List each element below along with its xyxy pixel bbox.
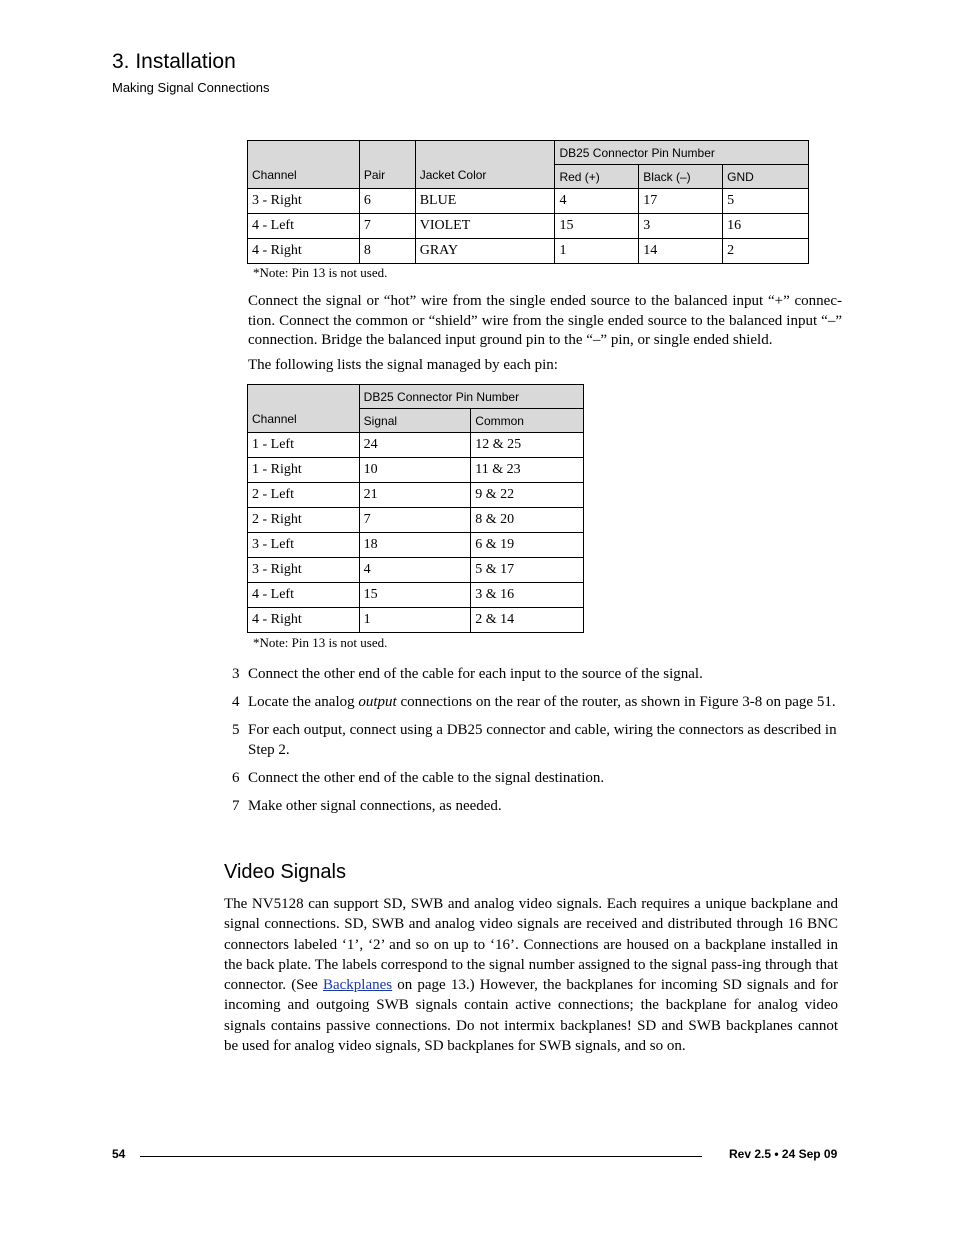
step-number: 5 — [232, 722, 240, 738]
table-row — [248, 558, 584, 583]
table-cell: 1 — [555, 239, 639, 264]
table-cell: 4 - Right — [248, 239, 360, 264]
table-cell: 21 — [359, 483, 471, 508]
table-cell: 15 — [359, 583, 471, 608]
table-row — [248, 508, 584, 533]
column-header-red: Red (+) — [555, 165, 639, 189]
backplanes-link[interactable]: Backplanes — [322, 977, 393, 994]
paragraph-text: on page 13.) However, the backplanes for incoming SD signals and for incoming and outgoing SWB signals contain active connections; the backplane for analog video signals contains passive connections. Do not intermix backplanes! SD and SWB backplanes cannot be used for analog video signals, SD backplanes for SWB signals, and so on. — [224, 977, 838, 1055]
table-cell: 2 - Left — [248, 483, 360, 508]
column-group-header: DB25 Connector Pin Number — [555, 141, 809, 165]
step-text: Connect the other end of the cable to the signal destination. — [248, 770, 605, 786]
list-item — [232, 692, 844, 712]
table-row — [248, 189, 809, 214]
column-header-channel: Channel — [248, 385, 360, 433]
step-list — [232, 664, 844, 824]
table-cell: 8 — [359, 239, 415, 264]
table-cell: 1 - Right — [248, 458, 360, 483]
column-header-gnd: GND — [723, 165, 809, 189]
column-group-header: DB25 Connector Pin Number — [359, 385, 583, 409]
column-header-common: Common — [471, 409, 584, 433]
table-cell: 6 — [359, 189, 415, 214]
step-emphasis: output — [358, 694, 397, 710]
paragraph-hot-wire: Connect the signal or “hot” wire from the single ended source to the balanced input “+” connec-tion. Connect the common or “shield” wire from the single ended source to the balanced input “–” connection. Bridge the balanced input ground pin to the “–” pin, or single ended shield. — [248, 293, 842, 348]
step-text: connections on the rear of the router, as shown in Figure 3-8 on page 51. — [396, 694, 836, 710]
table-cell: 3 — [639, 214, 723, 239]
step-text: For each output, connect using a DB25 connector and cable, wiring the connectors as described in Step 2. — [248, 722, 837, 758]
table-cell: 24 — [359, 433, 471, 458]
step-number: 3 — [232, 666, 240, 682]
table-cell: 2 — [723, 239, 809, 264]
table-row — [248, 214, 809, 239]
table-cell: 4 — [359, 558, 471, 583]
table-cell: 16 — [723, 214, 809, 239]
table-cell: 3 - Left — [248, 533, 360, 558]
table-cell: 6 & 19 — [471, 533, 584, 558]
table-row — [248, 533, 584, 558]
table-cell: 3 - Right — [248, 189, 360, 214]
table-cell: 18 — [359, 533, 471, 558]
table-cell: 7 — [359, 508, 471, 533]
table-cell: 3 & 16 — [471, 583, 584, 608]
step-number: 7 — [232, 798, 240, 814]
table-cell: 17 — [639, 189, 723, 214]
column-header-pair: Pair — [359, 141, 415, 189]
table-cell: 3 - Right — [248, 558, 360, 583]
column-header-jacket-color: Jacket Color — [415, 141, 555, 189]
paragraph-video-signals — [224, 894, 838, 1056]
table-note: *Note: Pin 13 is not used. — [253, 635, 388, 650]
table-cell: 11 & 23 — [471, 458, 584, 483]
table-row — [248, 583, 584, 608]
table-cell: 2 - Right — [248, 508, 360, 533]
table-cell: 7 — [359, 214, 415, 239]
table-note: *Note: Pin 13 is not used. — [253, 265, 388, 280]
list-item — [232, 796, 844, 816]
table-row — [248, 433, 584, 458]
table-cell: 5 — [723, 189, 809, 214]
table-cell: 1 - Left — [248, 433, 360, 458]
table-cell: 15 — [555, 214, 639, 239]
table-row — [248, 608, 584, 633]
table-cell: 14 — [639, 239, 723, 264]
paragraph-list-intro: The following lists the signal managed by each pin: — [248, 357, 558, 373]
step-text: Connect the other end of the cable for each input to the source of the signal. — [248, 666, 703, 682]
table-row — [248, 483, 584, 508]
revision-label: Rev 2.5 • 24 Sep 09 — [729, 1147, 838, 1161]
table-cell: VIOLET — [415, 214, 555, 239]
table-cell: 4 - Left — [248, 214, 360, 239]
table-cell: 8 & 20 — [471, 508, 584, 533]
table-cell: 12 & 25 — [471, 433, 584, 458]
table-cell: 1 — [359, 608, 471, 633]
table-cell: 4 - Right — [248, 608, 360, 633]
list-item — [232, 768, 844, 788]
step-text: Make other signal connections, as needed. — [248, 798, 502, 814]
column-header-black: Black (–) — [639, 165, 723, 189]
step-number: 6 — [232, 770, 240, 786]
column-header-signal: Signal — [359, 409, 471, 433]
step-text: Locate the analog — [248, 694, 359, 710]
table-cell: 9 & 22 — [471, 483, 584, 508]
table-cell: 4 — [555, 189, 639, 214]
list-item — [232, 720, 844, 760]
pin-table-pairs — [247, 140, 809, 264]
table-row — [248, 458, 584, 483]
list-item — [232, 664, 844, 684]
pin-table-signals — [247, 384, 584, 633]
page-number: 54 — [112, 1147, 126, 1161]
paragraph-text: The NV5128 can support SD, SWB and analog video signals. Each requires a unique backplane and signal connections. SD, SWB and analog video signals are received and distributed through 16 BNC connectors labeled ‘1’, ‘2’ and so on up to ‘16’. Connections are housed on a backplane installed in the back plate. The labels correspond to the signal number assigned to the signal pass-ing through that connector. (See — [224, 896, 838, 994]
table-cell: 5 & 17 — [471, 558, 584, 583]
column-header-channel: Channel — [248, 141, 360, 189]
table-cell: 10 — [359, 458, 471, 483]
table-cell: 2 & 14 — [471, 608, 584, 633]
step-number: 4 — [232, 694, 240, 710]
chapter-title: 3. Installation — [112, 50, 236, 73]
table-row — [248, 239, 809, 264]
table-cell: BLUE — [415, 189, 555, 214]
table-cell: GRAY — [415, 239, 555, 264]
table-cell: 4 - Left — [248, 583, 360, 608]
section-subtitle: Making Signal Connections — [112, 80, 270, 95]
footer-divider — [140, 1156, 702, 1157]
section-heading-video-signals: Video Signals — [224, 861, 346, 883]
